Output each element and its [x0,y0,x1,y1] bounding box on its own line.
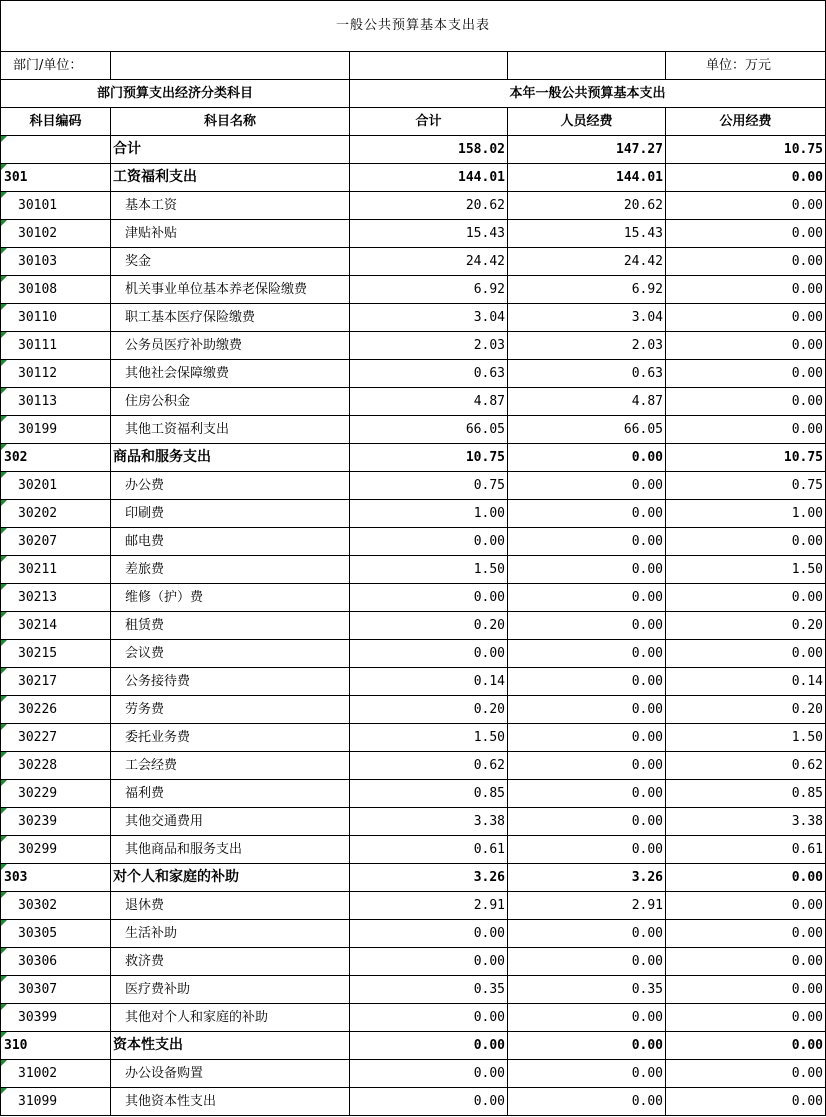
cell-code[interactable] [1,864,111,892]
cell-public[interactable]: 3.38 [666,808,826,836]
cell-marker-icon [1,1088,7,1094]
meta-empty-cell[interactable] [508,52,666,80]
cell-total[interactable]: 10.75 [350,444,508,472]
cell-personnel[interactable]: 0.00 [508,612,666,640]
cell-name[interactable]: 生活补助 [111,920,350,948]
cell-public[interactable]: 0.00 [666,1060,826,1088]
cell-public[interactable]: 0.20 [666,696,826,724]
cell-code-text: 30113 [18,394,58,409]
table-row [1,248,826,276]
cell-personnel[interactable]: 0.00 [508,780,666,808]
cell-name[interactable]: 住房公积金 [111,388,350,416]
cell-marker-icon [1,248,7,254]
cell-personnel[interactable]: 0.00 [508,920,666,948]
cell-code-text: 30101 [18,198,58,213]
cell-marker-icon [1,640,7,646]
cell-public[interactable]: 0.00 [666,304,826,332]
page-title: 一般公共预算基本支出表 [1,1,826,52]
cell-code[interactable] [1,388,111,416]
cell-total[interactable]: 0.63 [350,360,508,388]
table-group-row [1,1032,826,1060]
table-group-row [1,136,826,164]
cell-code-text: 30239 [18,814,58,829]
cell-personnel[interactable]: 0.00 [508,1032,666,1060]
cell-code-text: 303 [4,870,28,885]
cell-total[interactable]: 15.43 [350,220,508,248]
cell-name[interactable]: 办公设备购置 [111,1060,350,1088]
cell-name[interactable]: 机关事业单位基本养老保险缴费 [111,276,350,304]
cell-total[interactable]: 0.75 [350,472,508,500]
cell-total[interactable]: 0.00 [350,1060,508,1088]
cell-code[interactable] [1,276,111,304]
cell-code-text: 30306 [18,954,58,969]
cell-marker-icon [1,668,7,674]
cell-public[interactable]: 0.61 [666,836,826,864]
cell-total[interactable]: 1.50 [350,724,508,752]
table-group-row [1,864,826,892]
cell-code-text: 30103 [18,254,58,269]
cell-code[interactable] [1,892,111,920]
cell-code[interactable] [1,248,111,276]
cell-name[interactable]: 会议费 [111,640,350,668]
cell-public[interactable]: 0.00 [666,1088,826,1116]
cell-code-text: 30214 [18,618,58,633]
cell-name[interactable]: 资本性支出 [111,1032,350,1060]
cell-personnel[interactable]: 0.00 [508,444,666,472]
cell-total[interactable]: 2.03 [350,332,508,360]
table-row [1,836,826,864]
cell-public[interactable]: 0.00 [666,1032,826,1060]
cell-personnel[interactable]: 0.35 [508,976,666,1004]
cell-marker-icon [1,528,7,534]
cell-public[interactable]: 1.50 [666,724,826,752]
table-row [1,780,826,808]
cell-personnel[interactable]: 0.00 [508,584,666,612]
cell-name[interactable]: 其他工资福利支出 [111,416,350,444]
cell-personnel[interactable]: 0.00 [508,724,666,752]
cell-code[interactable] [1,1032,111,1060]
cell-code-text: 31002 [18,1066,58,1081]
cell-public[interactable]: 0.00 [666,864,826,892]
cell-code[interactable] [1,472,111,500]
cell-total[interactable]: 0.00 [350,584,508,612]
cell-public[interactable]: 0.00 [666,1004,826,1032]
cell-name[interactable]: 奖金 [111,248,350,276]
cell-name[interactable]: 其他社会保障缴费 [111,360,350,388]
cell-code-text: 30302 [18,898,58,913]
cell-name[interactable]: 对个人和家庭的补助 [111,864,350,892]
dept-value-cell[interactable] [111,52,350,80]
table-row [1,892,826,920]
cell-name[interactable]: 基本工资 [111,192,350,220]
cell-code[interactable] [1,360,111,388]
cell-code[interactable] [1,780,111,808]
table-group-row [1,164,826,192]
table-row [1,1088,826,1116]
cell-code-text: 30305 [18,926,58,941]
cell-total[interactable]: 0.00 [350,948,508,976]
cell-code[interactable] [1,612,111,640]
cell-code-text: 30226 [18,702,58,717]
col-header-personnel: 人员经费 [508,108,666,136]
cell-code-text: 30201 [18,478,58,493]
cell-name[interactable]: 邮电费 [111,528,350,556]
table-row [1,360,826,388]
cell-marker-icon [1,780,7,786]
cell-code[interactable] [1,192,111,220]
col-header-public: 公用经费 [666,108,826,136]
table-row [1,528,826,556]
cell-code[interactable] [1,920,111,948]
cell-public[interactable]: 10.75 [666,136,826,164]
cell-marker-icon [1,584,7,590]
meta-empty-cell[interactable] [350,52,508,80]
table-group-row [1,444,826,472]
cell-name[interactable]: 劳务费 [111,696,350,724]
table-row [1,976,826,1004]
cell-code-text: 301 [4,170,28,185]
cell-code-text: 30111 [18,338,58,353]
cell-name[interactable]: 职工基本医疗保险缴费 [111,304,350,332]
cell-code[interactable] [1,696,111,724]
cell-total[interactable]: 4.87 [350,388,508,416]
cell-code[interactable] [1,752,111,780]
cell-personnel[interactable]: 0.00 [508,472,666,500]
cell-personnel[interactable]: 147.27 [508,136,666,164]
cell-marker-icon [1,556,7,562]
cell-marker-icon [1,220,7,226]
cell-code[interactable] [1,332,111,360]
cell-public[interactable]: 0.00 [666,192,826,220]
cell-name[interactable]: 救济费 [111,948,350,976]
group-header-row [1,80,826,108]
cell-marker-icon [1,612,7,618]
cell-marker-icon [1,500,7,506]
cell-name[interactable]: 维修（护）费 [111,584,350,612]
cell-marker-icon [1,892,7,898]
cell-marker-icon [1,472,7,478]
cell-personnel[interactable]: 15.43 [508,220,666,248]
cell-marker-icon [1,808,7,814]
cell-code-text: 30228 [18,758,58,773]
cell-total[interactable]: 3.26 [350,864,508,892]
group-header-left: 部门预算支出经济分类科目 [1,80,350,108]
cell-total[interactable]: 0.00 [350,1004,508,1032]
cell-name[interactable]: 印刷费 [111,500,350,528]
cell-code[interactable] [1,808,111,836]
cell-public[interactable]: 1.00 [666,500,826,528]
cell-total[interactable]: 0.14 [350,668,508,696]
cell-personnel[interactable]: 0.00 [508,948,666,976]
cell-personnel[interactable]: 0.00 [508,808,666,836]
cell-personnel[interactable]: 0.00 [508,1060,666,1088]
cell-total[interactable]: 0.00 [350,640,508,668]
cell-total[interactable]: 0.85 [350,780,508,808]
table-row [1,388,826,416]
cell-personnel[interactable]: 0.63 [508,360,666,388]
title-row [1,1,826,52]
cell-code[interactable] [1,1004,111,1032]
table-row [1,752,826,780]
cell-name[interactable]: 其他对个人和家庭的补助 [111,1004,350,1032]
cell-code[interactable] [1,724,111,752]
table-row [1,724,826,752]
cell-personnel[interactable]: 2.91 [508,892,666,920]
cell-name[interactable]: 工会经费 [111,752,350,780]
cell-code[interactable] [1,136,111,164]
cell-public[interactable]: 0.00 [666,388,826,416]
cell-marker-icon [1,1004,7,1010]
cell-public[interactable]: 0.00 [666,360,826,388]
cell-public[interactable]: 0.00 [666,892,826,920]
cell-marker-icon [1,360,7,366]
cell-code[interactable] [1,1060,111,1088]
cell-public[interactable]: 0.00 [666,416,826,444]
cell-public[interactable]: 10.75 [666,444,826,472]
cell-public[interactable]: 0.00 [666,920,826,948]
cell-code-text: 30211 [18,562,58,577]
table-row [1,332,826,360]
cell-marker-icon [1,948,7,954]
cell-public[interactable]: 0.14 [666,668,826,696]
cell-total[interactable]: 1.00 [350,500,508,528]
cell-public[interactable]: 0.85 [666,780,826,808]
table-row [1,472,826,500]
cell-public[interactable]: 0.00 [666,276,826,304]
table-body [1,1,826,1116]
cell-total[interactable]: 6.92 [350,276,508,304]
cell-code-text: 30112 [18,366,58,381]
cell-code-text: 302 [4,450,28,465]
cell-total[interactable]: 0.20 [350,612,508,640]
cell-code[interactable] [1,304,111,332]
cell-name[interactable]: 租赁费 [111,612,350,640]
cell-public[interactable]: 0.00 [666,640,826,668]
cell-marker-icon [1,444,7,450]
cell-name[interactable]: 办公费 [111,472,350,500]
cell-personnel[interactable]: 0.00 [508,668,666,696]
cell-name[interactable]: 商品和服务支出 [111,444,350,472]
cell-code-text: 30202 [18,506,58,521]
cell-personnel[interactable]: 0.00 [508,836,666,864]
cell-name[interactable]: 工资福利支出 [111,164,350,192]
cell-total[interactable]: 0.61 [350,836,508,864]
cell-total[interactable]: 0.00 [350,528,508,556]
cell-marker-icon [1,192,7,198]
cell-personnel[interactable]: 0.00 [508,752,666,780]
table-row [1,612,826,640]
cell-total[interactable]: 2.91 [350,892,508,920]
cell-personnel[interactable]: 66.05 [508,416,666,444]
cell-name[interactable]: 其他商品和服务支出 [111,836,350,864]
cell-code[interactable] [1,948,111,976]
cell-name[interactable]: 公务员医疗补助缴费 [111,332,350,360]
cell-marker-icon [1,920,7,926]
cell-total[interactable]: 0.20 [350,696,508,724]
cell-total[interactable]: 0.35 [350,976,508,1004]
group-header-right: 本年一般公共预算基本支出 [350,80,826,108]
cell-total[interactable]: 3.38 [350,808,508,836]
cell-code-text: 30213 [18,590,58,605]
cell-personnel[interactable]: 6.92 [508,276,666,304]
cell-public[interactable]: 0.00 [666,584,826,612]
cell-total[interactable]: 20.62 [350,192,508,220]
table-row [1,808,826,836]
cell-code-text: 30299 [18,842,58,857]
cell-name[interactable]: 差旅费 [111,556,350,584]
cell-name[interactable]: 医疗费补助 [111,976,350,1004]
cell-marker-icon [1,164,7,170]
cell-code[interactable] [1,416,111,444]
cell-personnel[interactable]: 0.00 [508,528,666,556]
cell-code-text: 310 [4,1038,28,1053]
col-header-total: 合计 [350,108,508,136]
table-row [1,584,826,612]
cell-code-text: 30229 [18,786,58,801]
cell-code-text: 30227 [18,730,58,745]
cell-marker-icon [1,696,7,702]
cell-code[interactable] [1,1088,111,1116]
cell-code[interactable] [1,444,111,472]
col-header-code: 科目编码 [1,108,111,136]
cell-personnel[interactable]: 3.26 [508,864,666,892]
column-header-row [1,108,826,136]
table-row [1,220,826,248]
cell-code-text: 30215 [18,646,58,661]
cell-personnel[interactable]: 0.00 [508,500,666,528]
cell-name[interactable]: 公务接待费 [111,668,350,696]
cell-name[interactable]: 合计 [111,136,350,164]
cell-code-text: 30110 [18,310,58,325]
cell-code[interactable] [1,836,111,864]
cell-code-text: 30108 [18,282,58,297]
cell-total[interactable]: 0.00 [350,920,508,948]
cell-public[interactable]: 0.62 [666,752,826,780]
table-row [1,1060,826,1088]
table-row [1,640,826,668]
table-row [1,668,826,696]
cell-name[interactable]: 津贴补贴 [111,220,350,248]
cell-name[interactable]: 其他交通费用 [111,808,350,836]
cell-code-text: 30102 [18,226,58,241]
cell-marker-icon [1,836,7,842]
cell-name[interactable]: 福利费 [111,780,350,808]
cell-total[interactable]: 0.00 [350,1088,508,1116]
cell-public[interactable]: 0.00 [666,164,826,192]
cell-marker-icon [1,976,7,982]
cell-personnel[interactable]: 0.00 [508,1088,666,1116]
cell-name[interactable]: 退休费 [111,892,350,920]
cell-marker-icon [1,1032,7,1038]
cell-personnel[interactable]: 20.62 [508,192,666,220]
cell-code[interactable] [1,640,111,668]
cell-public[interactable]: 0.00 [666,332,826,360]
cell-total[interactable]: 66.05 [350,416,508,444]
cell-code-text: 30199 [18,422,58,437]
table-row [1,276,826,304]
cell-code[interactable] [1,584,111,612]
cell-code-text: 30207 [18,534,58,549]
meta-row [1,52,826,80]
table-row [1,920,826,948]
cell-code[interactable] [1,528,111,556]
cell-name[interactable]: 委托业务费 [111,724,350,752]
cell-personnel[interactable]: 0.00 [508,556,666,584]
cell-code[interactable] [1,556,111,584]
table-row [1,1004,826,1032]
table-row [1,304,826,332]
cell-personnel[interactable]: 3.04 [508,304,666,332]
table-row [1,500,826,528]
col-header-name: 科目名称 [111,108,350,136]
cell-total[interactable]: 0.00 [350,1032,508,1060]
cell-marker-icon [1,724,7,730]
cell-name[interactable]: 其他资本性支出 [111,1088,350,1116]
table-row [1,696,826,724]
cell-code[interactable] [1,976,111,1004]
cell-total[interactable]: 24.42 [350,248,508,276]
table-row [1,416,826,444]
cell-marker-icon [1,136,7,142]
cell-marker-icon [1,1060,7,1066]
cell-total[interactable]: 1.50 [350,556,508,584]
cell-personnel[interactable]: 0.00 [508,1004,666,1032]
cell-public[interactable]: 0.00 [666,528,826,556]
cell-personnel[interactable]: 4.87 [508,388,666,416]
cell-marker-icon [1,388,7,394]
cell-public[interactable]: 0.00 [666,248,826,276]
cell-total[interactable]: 144.01 [350,164,508,192]
cell-code[interactable] [1,164,111,192]
cell-personnel[interactable]: 24.42 [508,248,666,276]
cell-marker-icon [1,332,7,338]
cell-total[interactable]: 0.62 [350,752,508,780]
cell-personnel[interactable]: 0.00 [508,696,666,724]
cell-public[interactable]: 0.00 [666,220,826,248]
cell-personnel[interactable]: 2.03 [508,332,666,360]
table-row [1,556,826,584]
table-row [1,948,826,976]
cell-personnel[interactable]: 0.00 [508,640,666,668]
cell-public[interactable]: 0.75 [666,472,826,500]
cell-code-text: 31099 [18,1094,58,1109]
cell-marker-icon [1,304,7,310]
cell-total[interactable]: 158.02 [350,136,508,164]
cell-personnel[interactable]: 144.01 [508,164,666,192]
cell-public[interactable]: 1.50 [666,556,826,584]
cell-code[interactable] [1,220,111,248]
cell-code[interactable] [1,668,111,696]
cell-code-text: 30307 [18,982,58,997]
unit-label: 单位：万元 [666,52,826,80]
cell-public[interactable]: 0.20 [666,612,826,640]
cell-public[interactable]: 0.00 [666,976,826,1004]
cell-code[interactable] [1,500,111,528]
table-row [1,192,826,220]
cell-public[interactable]: 0.00 [666,948,826,976]
cell-marker-icon [1,416,7,422]
cell-code-text: 30217 [18,674,58,689]
cell-code-text: 30399 [18,1010,58,1025]
dept-label: 部门/单位： [1,52,111,80]
cell-marker-icon [1,276,7,282]
cell-total[interactable]: 3.04 [350,304,508,332]
cell-marker-icon [1,752,7,758]
cell-marker-icon [1,864,7,870]
